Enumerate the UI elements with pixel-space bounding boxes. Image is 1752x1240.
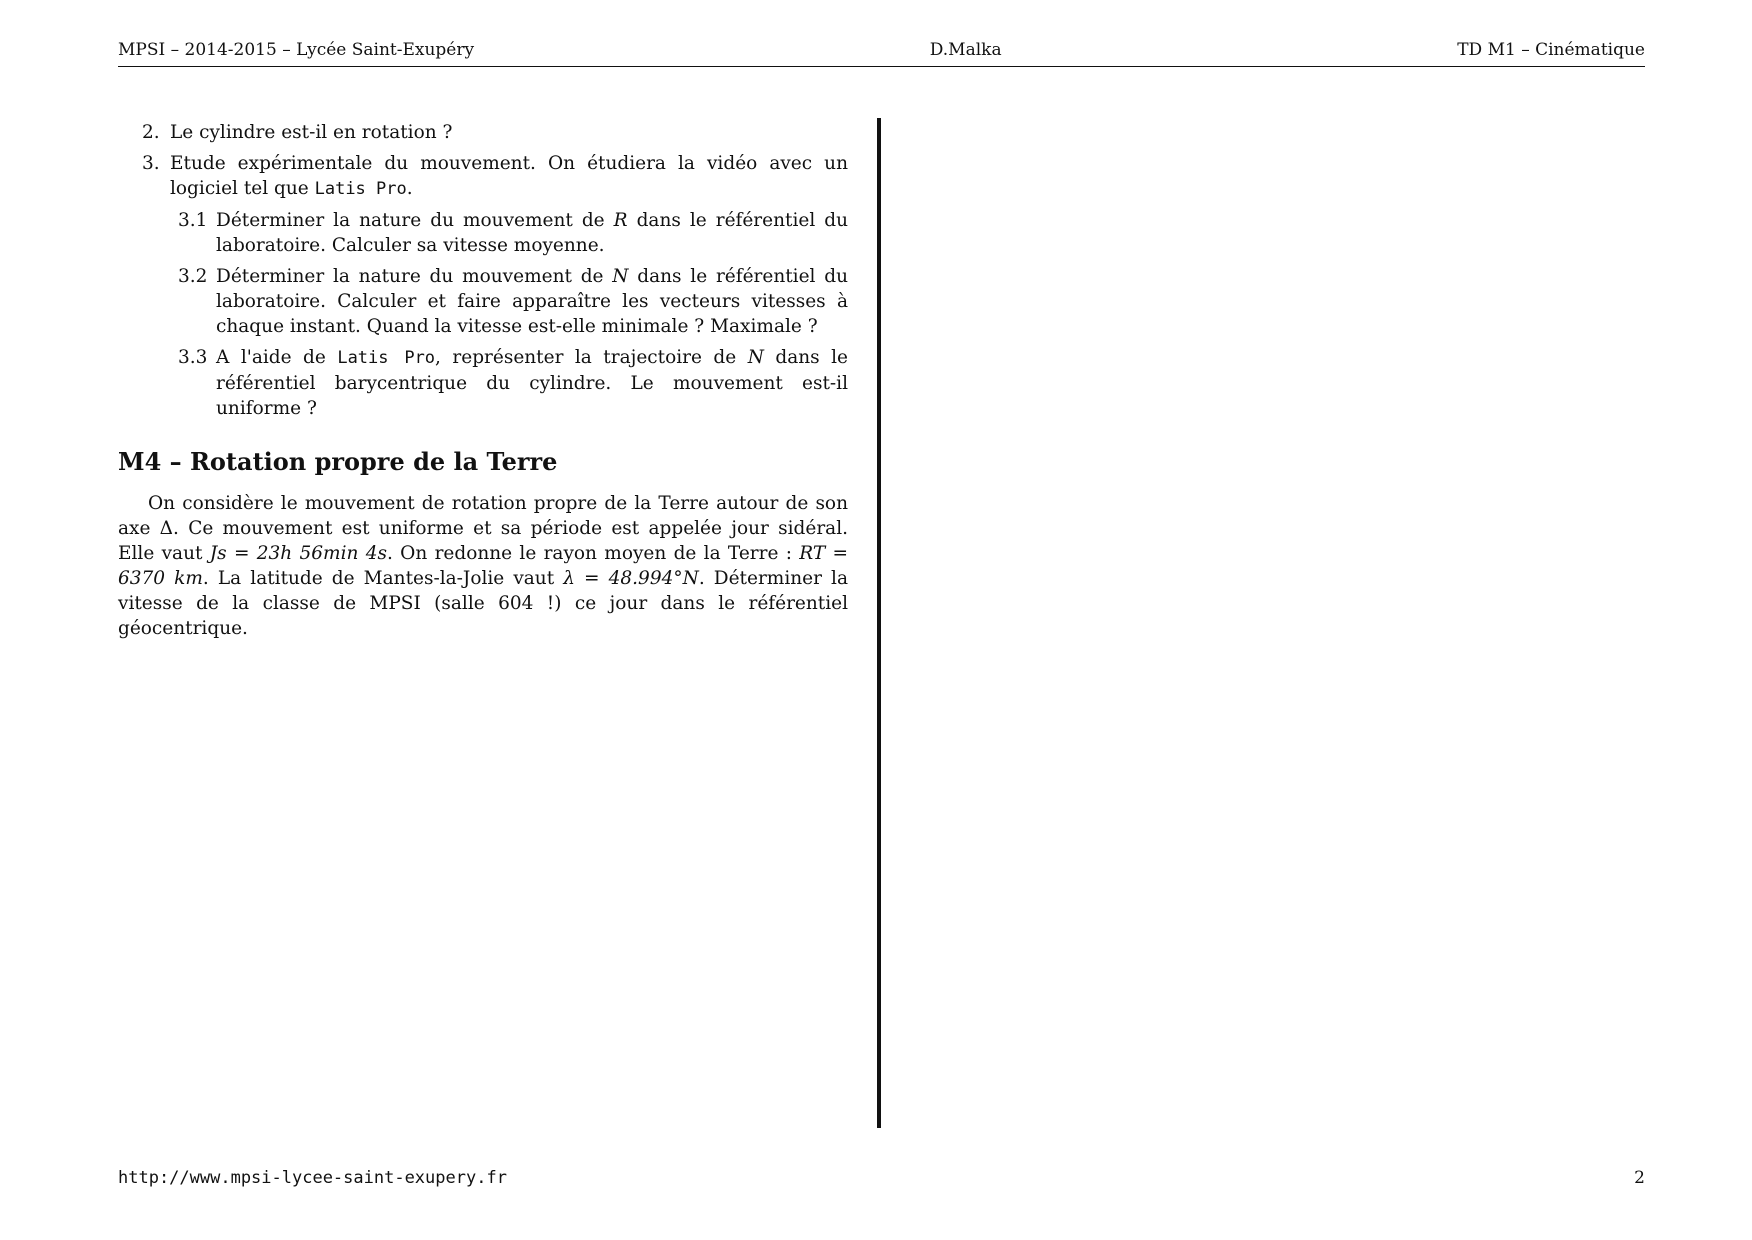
software-name: Latis Pro xyxy=(337,348,436,368)
left-column xyxy=(118,120,848,641)
math-variable: N xyxy=(612,266,629,287)
subitem-number: 3.2 xyxy=(178,266,208,287)
list-subitem-3-2 xyxy=(118,264,848,339)
paragraph-text: . Déterminer la vitesse de la classe de MPSI (salle 604 !) ce jour dans le référentiel géocentrique. xyxy=(118,568,848,639)
page-footer xyxy=(118,1168,1645,1188)
subitem-text: dans le référentiel barycentrique du cylindre. Le mouvement est-il uniforme ? xyxy=(216,347,848,419)
section-paragraph xyxy=(118,491,848,641)
item-number: 2. xyxy=(142,122,160,143)
section-title: M4 – Rotation propre de la Terre xyxy=(118,447,558,476)
subitem-text: , représenter la trajectoire de xyxy=(435,347,748,368)
subitem-text: Déterminer la nature du mouvement de xyxy=(216,210,614,231)
math-latitude: λ = 48.994°N xyxy=(563,568,699,589)
page-header xyxy=(118,40,1645,67)
item-number: 3. xyxy=(142,153,160,174)
paragraph-text: On considère le mouvement de rotation propre de la Terre autour de son axe Δ. Ce mouvement est uniforme et sa période est appelée jour sidéral. Elle vaut xyxy=(118,493,848,564)
math-variable: N xyxy=(747,347,764,368)
list-item-3 xyxy=(118,151,848,202)
math-variable: R xyxy=(613,210,628,231)
subitem-text: dans le référentiel du laboratoire. Calculer sa vitesse moyenne. xyxy=(216,210,848,256)
paragraph-text: . La latitude de Mantes-la-Jolie vaut xyxy=(202,568,564,589)
paragraph-text: . On redonne le rayon moyen de la Terre : xyxy=(387,543,800,564)
software-name: Latis Pro xyxy=(314,179,407,199)
header-right: TD M1 – Cinématique xyxy=(1457,40,1645,60)
item-text: Etude expérimentale du mouvement. On étudiera la vidéo avec un logiciel tel que xyxy=(170,153,848,199)
item-text-end: . xyxy=(406,178,413,199)
page-number: 2 xyxy=(1634,1168,1645,1188)
subitem-text: A l'aide de xyxy=(216,347,338,368)
header-left: MPSI – 2014-2015 – Lycée Saint-Exupéry xyxy=(118,40,475,60)
list-item-2 xyxy=(118,120,848,145)
math-sidereal-day: Js = 23h 56min 4s xyxy=(209,543,387,564)
math-earth-radius: RT = 6370 km xyxy=(118,543,848,589)
item-text: Le cylindre est-il en rotation ? xyxy=(170,122,453,143)
column-divider xyxy=(877,118,881,1128)
footer-url: http://www.mpsi-lycee-saint-exupery.fr xyxy=(118,1168,507,1188)
list-subitem-3-1 xyxy=(118,208,848,258)
header-center: D.Malka xyxy=(929,40,1002,60)
subitem-text: dans le référentiel du laboratoire. Calculer et faire apparaître les vecteurs vitesses à chaque instant. Quand la vitesse est-elle minimale ? Maximale ? xyxy=(216,266,849,337)
subitem-number: 3.1 xyxy=(178,210,208,231)
list-subitem-3-3 xyxy=(118,345,848,421)
subitem-number: 3.3 xyxy=(178,347,208,368)
subitem-text: Déterminer la nature du mouvement de xyxy=(216,266,613,287)
